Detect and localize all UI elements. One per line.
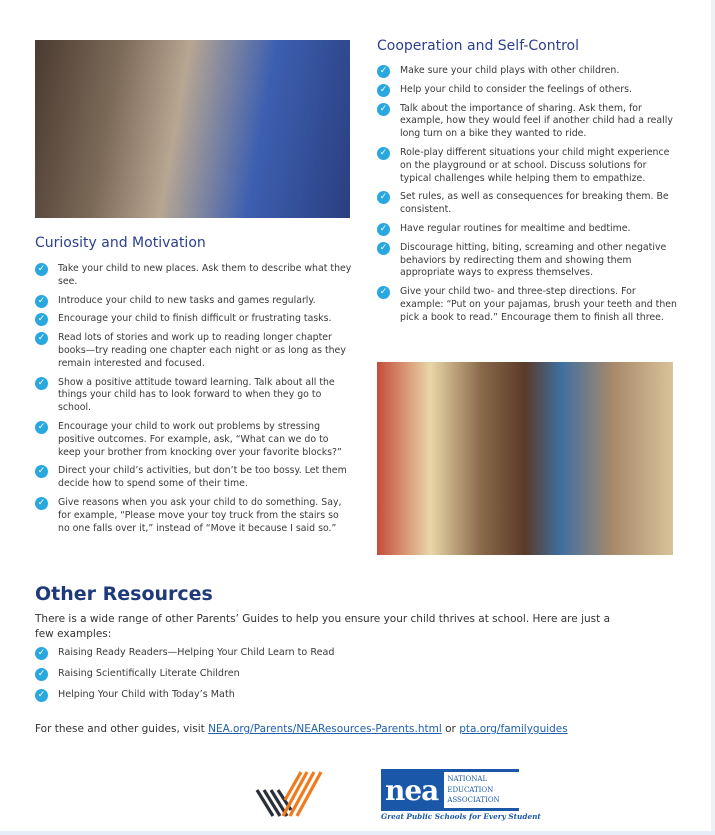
list-item-text: Take your child to new places. Ask them to describe what they see. [58, 263, 352, 287]
checkmark-icon: ✓ [35, 497, 48, 510]
list-item [377, 103, 677, 141]
visit-line [35, 723, 568, 735]
other-resources-heading: Other Resources [35, 583, 213, 605]
list-item-text: Discourage hitting, biting, screaming and other negative behaviors by redirecting them and showing them appropriate ways to express themselves. [400, 241, 667, 279]
curiosity-heading: Curiosity and Motivation [35, 235, 206, 251]
photo-boy-reading-book [377, 362, 673, 555]
nea-tagline: Great Public Schools for Every Student [381, 812, 541, 821]
checkmark-icon: ✓ [35, 689, 48, 702]
list-item-text: Help your child to consider the feelings of others. [400, 83, 632, 95]
list-item-text: Read lots of stories and work up to reading longer chapter books—try reading one chapter each night or as long as they remain interested and focused. [58, 332, 346, 369]
list-item-text: Talk about the importance of sharing. Ask them, for example, how they would feel if another child had a really long turn on a bike they wanted to ride. [400, 102, 673, 140]
other-resources-list [35, 647, 535, 709]
checkmark-icon: ✓ [35, 668, 48, 681]
photo-mother-and-daughter [35, 40, 350, 218]
page-edge-bottom [0, 831, 715, 835]
nea-name-line: EDUCATION [447, 785, 494, 794]
list-item-text: Show a positive attitude toward learning. Talk about all the things your child has to look forward to when they go to school. [58, 376, 335, 414]
list-item-text: Introduce your child to new tasks and games regularly. [58, 294, 316, 306]
checkmark-icon: ✓ [35, 647, 48, 660]
list-item [377, 65, 677, 78]
other-resources-intro: There is a wide range of other Parents’ Guides to help you ensure your child thrives at school. Here are just a few examples: [35, 613, 610, 640]
list-item [35, 295, 353, 308]
list-item [35, 313, 353, 326]
list-item [377, 286, 677, 324]
list-item-text: Raising Ready Readers—Helping Your Child Learn to Read [58, 647, 335, 658]
curiosity-list [35, 263, 353, 541]
checkmark-icon: ✓ [35, 421, 48, 434]
list-item [35, 377, 353, 415]
visit-prefix: For these and other guides, visit [35, 723, 209, 735]
list-item-text: Have regular routines for mealtime and bedtime. [400, 222, 631, 234]
list-item [35, 465, 353, 491]
checkmark-icon: ✓ [35, 377, 48, 390]
checkmark-icon: ✓ [35, 295, 48, 308]
pta-link[interactable]: pta.org/familyguides [459, 723, 568, 735]
visit-or: or [441, 723, 460, 735]
checkmark-icon: ✓ [377, 147, 390, 160]
list-item [35, 647, 535, 660]
checkmark-icon: ✓ [35, 465, 48, 478]
list-item [377, 191, 677, 217]
checkmark-icon: ✓ [35, 332, 48, 345]
page-edge [711, 0, 715, 835]
list-item [35, 332, 353, 370]
list-item [377, 84, 677, 97]
list-item-text: Make sure your child plays with other children. [400, 65, 620, 76]
checkmark-icon: ✓ [377, 191, 390, 204]
list-item [35, 497, 353, 535]
list-item [35, 689, 535, 702]
list-item [377, 242, 677, 280]
cooperation-heading: Cooperation and Self-Control [377, 38, 580, 54]
nea-name [444, 772, 519, 808]
checkmark-icon: ✓ [35, 313, 48, 326]
nea-link[interactable]: NEA.org/Parents/NEAResources-Parents.html [208, 723, 442, 735]
nea-logo [381, 769, 519, 811]
list-item-text: Role-play different situations your child might experience on the playground or at school. Discuss solutions for typical challenges while helping them to empathize. [400, 146, 670, 184]
checkmark-icon: ✓ [377, 286, 390, 299]
list-item-text: Raising Scientifically Literate Children [58, 667, 240, 679]
checkmark-icon: ✓ [35, 263, 48, 276]
checkmark-icon: ✓ [377, 223, 390, 236]
list-item [377, 147, 677, 185]
checkmark-icon: ✓ [377, 103, 390, 116]
list-item [35, 668, 535, 681]
cooperation-list [377, 65, 677, 331]
list-item-text: Helping Your Child with Today’s Math [58, 688, 235, 700]
list-item-text: Give reasons when you ask your child to do something. Say, for example, “Please move your toy truck from the stairs so no one falls over it,” instead of “Move it because I said so.” [58, 496, 342, 534]
list-item-text: Give your child two- and three-step directions. For example: “Put on your pajamas, brush your teeth and then pick a book to read.” Encourage them to finish all three. [400, 286, 677, 323]
list-item [35, 421, 353, 459]
checkmark-icon: ✓ [377, 65, 390, 78]
checkmark-icon: ✓ [377, 242, 390, 255]
list-item-text: Encourage your child to work out problems by stressing positive outcomes. For example, ask, “What can we do to keep your brother from knocking over your favorite blocks?” [58, 420, 342, 458]
list-item [35, 263, 353, 289]
pta-logo-icon [255, 770, 325, 820]
checkmark-icon: ✓ [377, 84, 390, 97]
list-item [377, 223, 677, 236]
list-item-text: Encourage your child to finish difficult or frustrating tasks. [58, 313, 332, 325]
list-item-text: Set rules, as well as consequences for breaking them. Be consistent. [400, 191, 669, 216]
nea-mark: nea [385, 773, 439, 807]
list-item-text: Direct your child’s activities, but don’t be too bossy. Let them decide how to spend some of their time. [58, 465, 347, 490]
nea-name-line: NATIONAL [447, 775, 488, 783]
nea-name-line: ASSOCIATION [447, 796, 500, 804]
